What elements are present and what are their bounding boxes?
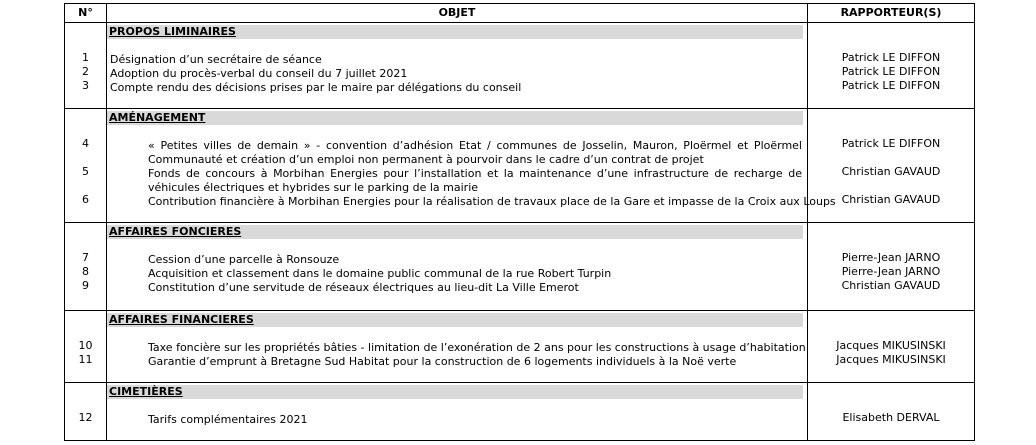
item-number: 8 [82, 265, 89, 278]
item-text: Taxe foncière sur les propriétés bâties - limitation de l’exonération de 2 ans pour les constructions à usage d’habitation [148, 341, 806, 354]
item-number: 11 [78, 353, 93, 366]
section-title: AFFAIRES FINANCIERES [107, 313, 803, 327]
item-text: Tarifs complémentaires 2021 [148, 413, 308, 426]
item-number: 9 [82, 279, 89, 292]
section-row [65, 223, 975, 311]
item-number: 7 [82, 251, 89, 264]
objet-column-cell [107, 109, 836, 223]
num-column-cell [65, 23, 107, 109]
item-number: 12 [78, 411, 93, 424]
section-row [65, 23, 975, 109]
item-number: 5 [82, 165, 89, 178]
agenda-table [64, 3, 975, 441]
header-objet: OBJET [107, 4, 808, 23]
item-number: 10 [78, 339, 93, 352]
rapporteur-column-cell [808, 223, 975, 311]
item-rapporteur: Pierre-Jean JARNO [841, 265, 941, 278]
section-title: AFFAIRES FONCIERES [107, 225, 803, 239]
item-text: Cession d’une parcelle à Ronsouze [148, 253, 340, 266]
num-column-cell [65, 383, 107, 441]
item-rapporteur: Jacques MIKUSINSKI [836, 353, 946, 366]
item-text: Garantie d’emprunt à Bretagne Sud Habitat pour la construction de 6 logements individuels à la Noë verte [148, 355, 737, 368]
section-row [65, 311, 975, 383]
section-title: AMÉNAGEMENT [107, 111, 803, 125]
item-rapporteur: Christian GAVAUD [841, 279, 941, 292]
item-number: 3 [82, 79, 89, 92]
rapporteur-column-cell [808, 23, 975, 109]
item-rapporteur: Jacques MIKUSINSKI [836, 339, 946, 352]
objet-column-cell [107, 23, 808, 109]
item-rapporteur: Pierre-Jean JARNO [841, 251, 941, 264]
section-row [65, 109, 975, 223]
header-num: N° [65, 4, 107, 23]
item-rapporteur: Christian GAVAUD [841, 193, 941, 206]
section-title: CIMETIÈRES [107, 385, 803, 399]
item-text: Contribution financière à Morbihan Energies pour la réalisation de travaux place de la Gare et impasse de la Croix aux Loups [148, 195, 836, 208]
num-column-cell [65, 223, 107, 311]
item-text: « Petites villes de demain » - convention d’adhésion Etat / communes de Josselin, Mauron, Ploërmel et Ploërmel Communauté et création d’un emploi non permanent à pourvoir dans le cadre d’un contrat de projet [148, 139, 802, 166]
objet-column-cell [107, 311, 808, 383]
objet-column-cell [107, 223, 808, 311]
item-rapporteur: Patrick LE DIFFON [841, 65, 941, 78]
item-rapporteur: Patrick LE DIFFON [841, 137, 941, 150]
item-number: 1 [82, 51, 89, 64]
item-rapporteur: Patrick LE DIFFON [841, 51, 941, 64]
item-rapporteur: Christian GAVAUD [841, 165, 941, 178]
objet-column-cell [107, 383, 808, 441]
num-column-cell [65, 311, 107, 383]
num-column-cell [65, 109, 107, 223]
item-rapporteur: Elisabeth DERVAL [842, 411, 940, 424]
rapporteur-column-cell [808, 311, 975, 383]
item-number: 2 [82, 65, 89, 78]
item-text: Fonds de concours à Morbihan Energies pour l’installation et la maintenance d’une infrastructure de recharge de véhicules électriques et hybrides sur le parking de la mairie [148, 167, 802, 194]
item-text: Acquisition et classement dans le domaine public communal de la rue Robert Turpin [148, 267, 612, 280]
section-title: PROPOS LIMINAIRES [107, 25, 803, 39]
section-row [65, 383, 975, 441]
item-text: Désignation d’un secrétaire de séance [110, 53, 322, 66]
item-number: 6 [82, 193, 89, 206]
item-text: Compte rendu des décisions prises par le maire par délégations du conseil [110, 81, 522, 94]
item-number: 4 [82, 137, 89, 150]
item-rapporteur: Patrick LE DIFFON [841, 79, 941, 92]
item-text: Constitution d’une servitude de réseaux électriques au lieu-dit La Ville Emerot [148, 281, 579, 294]
header-rapporteur: RAPPORTEUR(S) [808, 4, 975, 23]
item-text: Adoption du procès-verbal du conseil du 7 juillet 2021 [110, 67, 408, 80]
rapporteur-column-cell [808, 383, 975, 441]
table-header-row [65, 4, 975, 23]
